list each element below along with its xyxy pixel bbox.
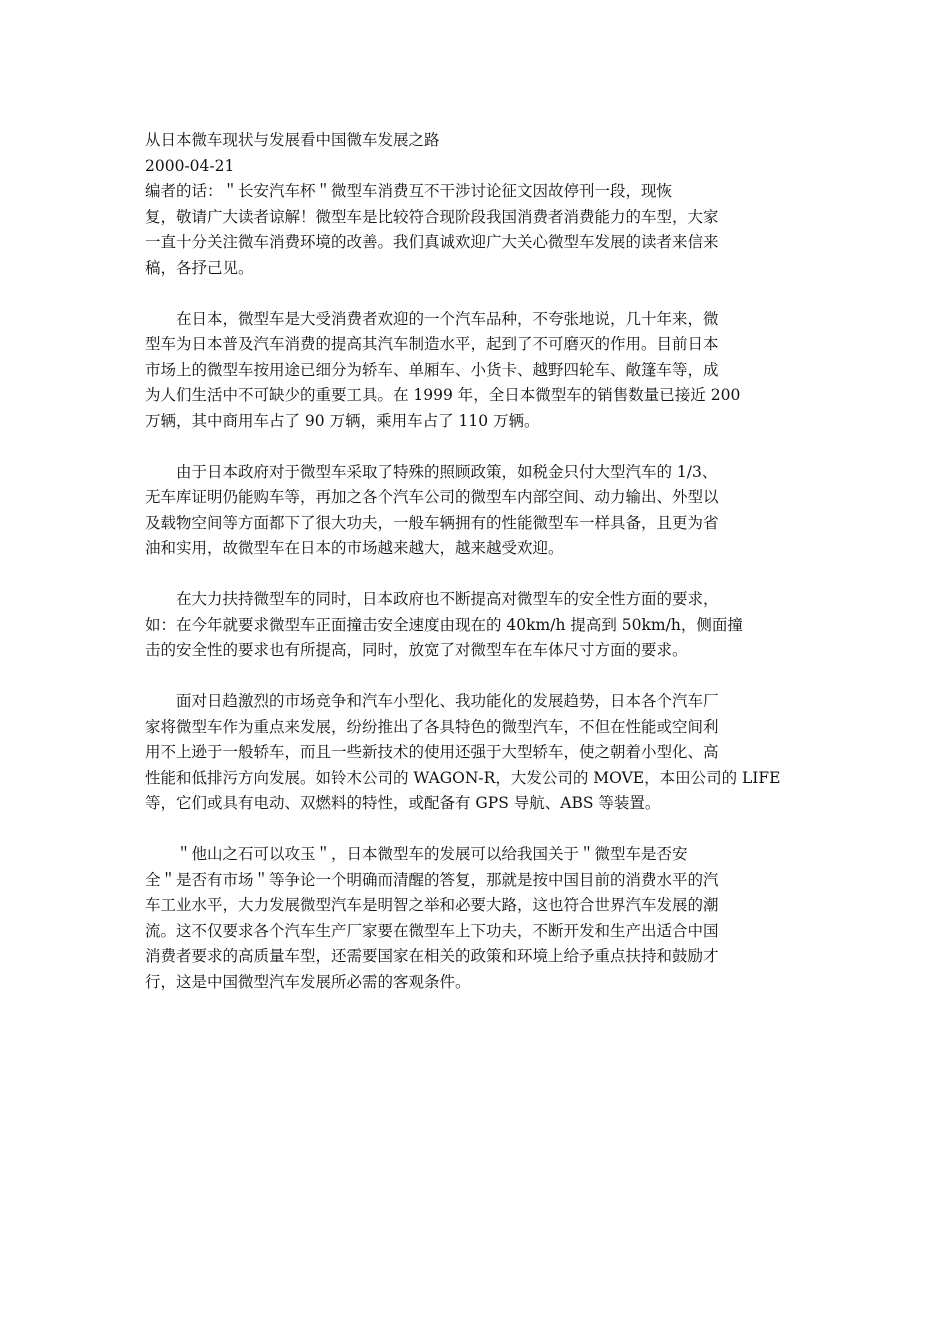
paragraph-line: 油和实用，故微型车在日本的市场越来越大，越来越受欢迎。 [145,539,564,557]
document-body [145,128,825,995]
editor-note-line: 复，敬请广大读者谅解！微型车是比较符合现阶段我国消费者消费能力的车型，大家 [145,207,719,226]
document-date: 2000-04-21 [145,156,235,175]
paragraph-line: 车工业水平，大力发展微型汽车是明智之举和必要大路，这也符合世界汽车发展的潮 [145,896,719,914]
paragraph-line: 无车库证明仍能购车等，再加之各个汽车公司的微型车内部空间、动力输出、外型以 [145,488,719,506]
paragraph-spacer [145,817,825,843]
paragraph-2 [145,460,825,562]
paragraph-line: 性能和低排污方向发展。如铃木公司的 WAGON-R，大发公司的 MOVE，本田公司的 LIFE [145,768,781,787]
paragraph-line: 如：在今年就要求微型车正面撞击安全速度由现在的 40km/h 提高到 50km/h，侧面撞 [145,615,743,634]
paragraph-5 [145,842,825,995]
paragraph-line: 行，这是中国微型汽车发展所必需的客观条件。 [145,972,471,991]
paragraph-line: 家将微型车作为重点来发展，纷纷推出了各具特色的微型汽车，不但在性能或空间利 [145,717,719,736]
paragraph-line: 流。这不仅要求各个汽车生产厂家要在微型车上下功夫，不断开发和生产出适合中国 [145,921,719,940]
paragraph-line: 万辆，其中商用车占了 90 万辆，乘用车占了 110 万辆。 [145,411,540,430]
paragraph-line: 全＂是否有市场＂等争论一个明确而清醒的答复，那就是按中国目前的消费水平的汽 [145,870,719,889]
paragraph-line: 在大力扶持微型车的同时，日本政府也不断提高对微型车的安全性方面的要求， [176,590,719,608]
editor-note-line: 编者的话：＂长安汽车杯＂微型车消费互不干涉讨论征文因故停刊一段，现恢 [145,182,673,200]
paragraph-spacer [145,434,825,460]
paragraph-4 [145,689,825,817]
paragraph-line: 为人们生活中不可缺少的重要工具。在 1999 年，全日本微型车的销售数量已接近 200 [145,386,741,404]
paragraph-1 [145,307,825,435]
paragraph-line: 用不上逊于一般轿车，而且一些新技术的使用还强于大型轿车，使之朝着小型化、高 [145,743,719,761]
paragraph-line: 等，它们或具有电动、双燃料的特性，或配备有 GPS 导航、ABS 等装置。 [145,794,661,812]
document-title: 从日本微车现状与发展看中国微车发展之路 [145,131,440,149]
paragraph-spacer [145,281,825,307]
paragraph-line: 在日本，微型车是大受消费者欢迎的一个汽车品种，不夸张地说，几十年来，微 [176,309,719,328]
paragraph-3 [145,587,825,664]
paragraph-line: 市场上的微型车按用途已细分为轿车、单厢车、小货卡、越野四轮车、敞篷车等，成 [145,360,719,379]
paragraph-spacer [145,664,825,690]
paragraph-line: 击的安全性的要求也有所提高，同时，放宽了对微型车在车体尺寸方面的要求。 [145,641,688,659]
editor-note [145,179,825,281]
paragraph-line: 及载物空间等方面都下了很大功夫，一般车辆拥有的性能微型车一样具备，且更为省 [145,513,719,532]
paragraph-line: 消费者要求的高质量车型，还需要国家在相关的政策和环境上给予重点扶持和鼓励才 [145,947,719,965]
editor-note-line: 一直十分关注微车消费环境的改善。我们真诚欢迎广大关心微型车发展的读者来信来 [145,233,719,251]
editor-note-line: 稿，各抒己见。 [145,258,254,277]
paragraph-line: 面对日趋激烈的市场竞争和汽车小型化、我功能化的发展趋势，日本各个汽车厂 [176,692,719,710]
paragraph-line: 由于日本政府对于微型车采取了特殊的照顾政策，如税金只付大型汽车的 1/3、 [176,462,718,481]
paragraph-line: ＂他山之石可以攻玉＂，日本微型车的发展可以给我国关于＂微型车是否安 [176,845,688,863]
paragraph-line: 型车为日本普及汽车消费的提高其汽车制造水平，起到了不可磨灭的作用。目前日本 [145,335,719,353]
paragraph-spacer [145,562,825,588]
